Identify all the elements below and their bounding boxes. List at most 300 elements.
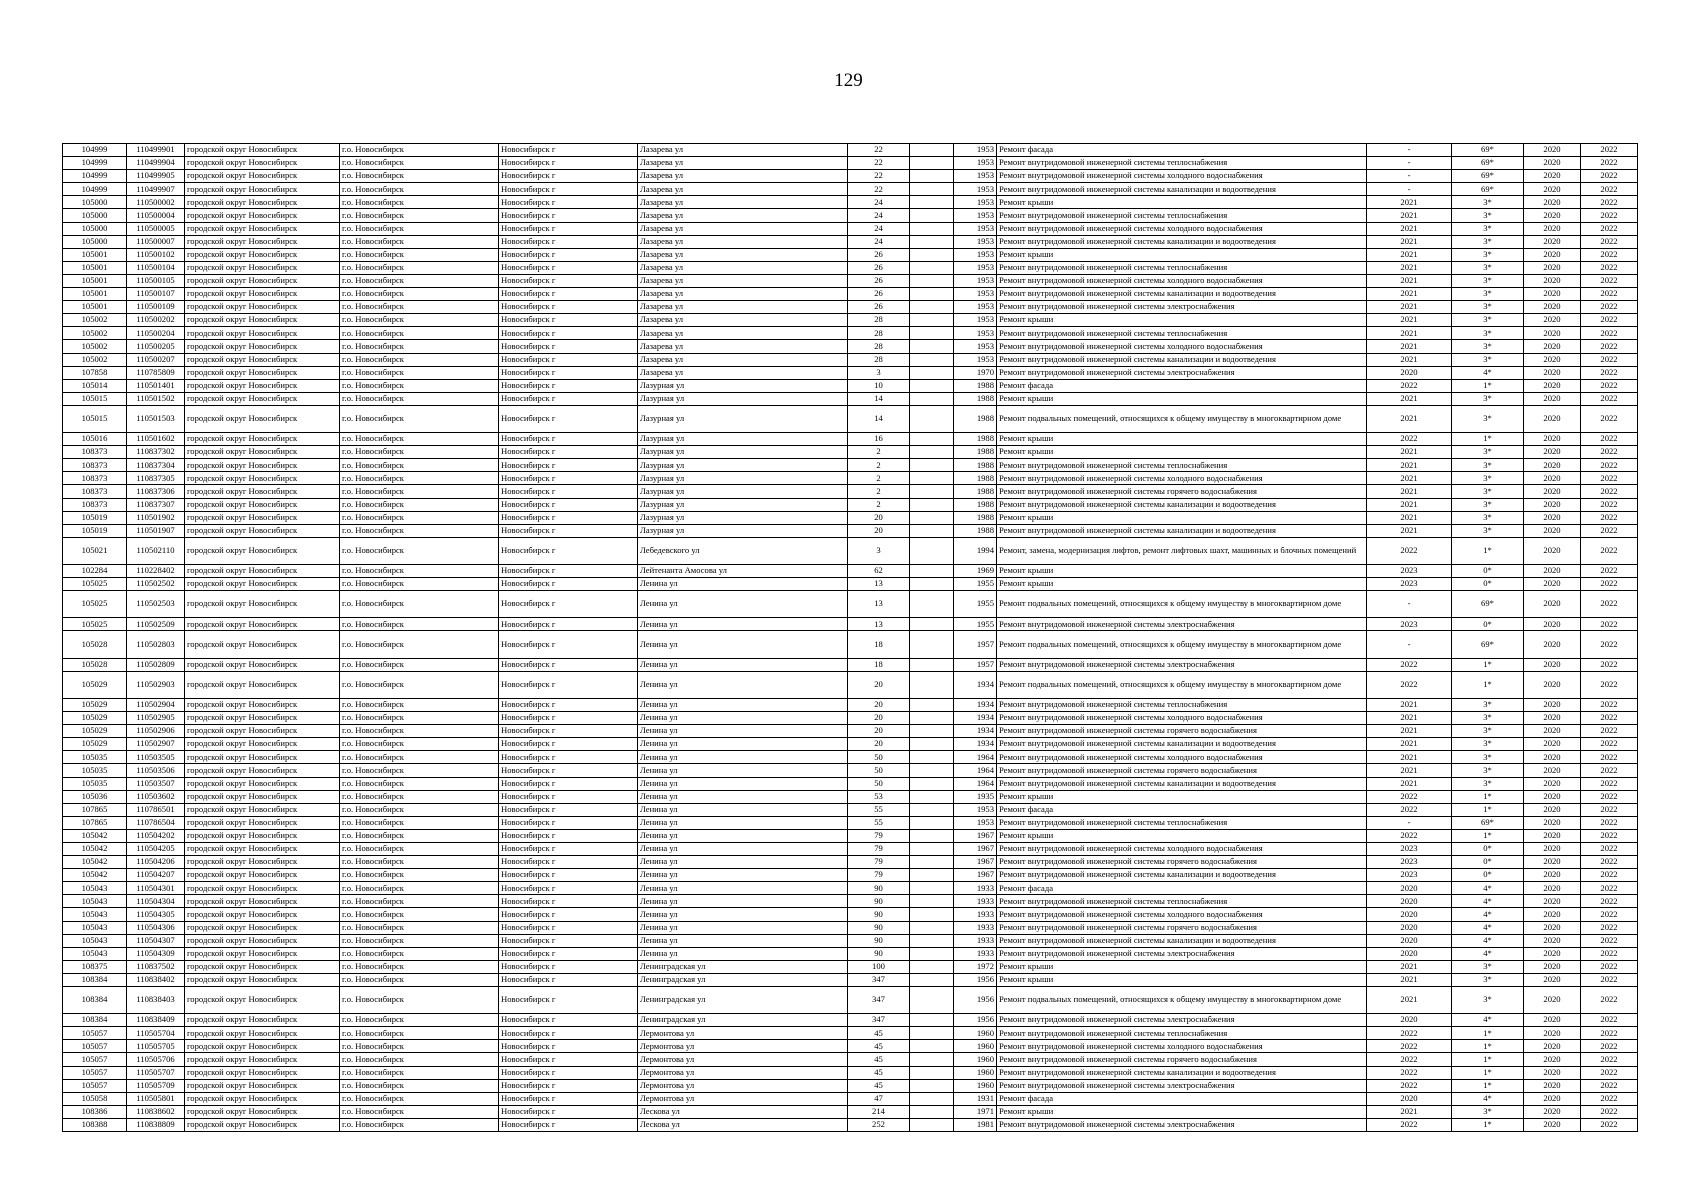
cell-municipality: г.о. Новосибирск [340, 314, 499, 327]
cell-building [910, 803, 954, 816]
cell-year-built: 1970 [954, 366, 997, 379]
cell-municipality: г.о. Новосибирск [340, 170, 499, 183]
table-row [63, 511, 1638, 524]
cell-priority: 1* [1452, 803, 1524, 816]
cell-work-id: 110499907 [127, 183, 185, 196]
cell-period-start: 2020 [1524, 314, 1581, 327]
cell-year-built: 1933 [954, 934, 997, 947]
cell-street: Ленина ул [638, 591, 848, 618]
cell-work-id: 110504307 [127, 934, 185, 947]
cell-municipality: г.о. Новосибирск [340, 472, 499, 485]
cell-priority: 4* [1452, 895, 1524, 908]
cell-planned-year: 2021 [1367, 301, 1452, 314]
cell-house-number: 18 [848, 658, 910, 671]
cell-period-end: 2022 [1581, 725, 1638, 738]
cell-municipality: г.о. Новосибирск [340, 725, 499, 738]
cell-period-end: 2022 [1581, 1079, 1638, 1092]
cell-period-end: 2022 [1581, 934, 1638, 947]
cell-building [910, 1053, 954, 1066]
cell-priority: 1* [1452, 1066, 1524, 1079]
cell-house-number: 90 [848, 934, 910, 947]
cell-house-id: 105057 [63, 1027, 127, 1040]
cell-street: Лазурная ул [638, 498, 848, 511]
cell-work-id: 110504309 [127, 947, 185, 960]
cell-municipality: г.о. Новосибирск [340, 433, 499, 446]
cell-municipal-district: городской округ Новосибирск [185, 537, 340, 564]
cell-planned-year: 2021 [1367, 235, 1452, 248]
cell-street: Лазарева ул [638, 157, 848, 170]
cell-municipality: г.о. Новосибирск [340, 1027, 499, 1040]
cell-house-number: 2 [848, 446, 910, 459]
cell-municipal-district: городской округ Новосибирск [185, 751, 340, 764]
cell-work-id: 110500204 [127, 327, 185, 340]
cell-house-id: 105025 [63, 591, 127, 618]
cell-municipality: г.о. Новосибирск [340, 196, 499, 209]
cell-municipal-district: городской округ Новосибирск [185, 314, 340, 327]
cell-municipal-district: городской округ Новосибирск [185, 301, 340, 314]
table-row [63, 1118, 1638, 1131]
cell-work-type: Ремонт крыши [997, 446, 1367, 459]
cell-street: Ленина ул [638, 947, 848, 960]
cell-period-end: 2022 [1581, 698, 1638, 711]
cell-period-start: 2020 [1524, 209, 1581, 222]
cell-settlement: Новосибирск г [499, 537, 638, 564]
cell-period-start: 2020 [1524, 1066, 1581, 1079]
cell-work-id: 110502803 [127, 631, 185, 658]
table-row [63, 498, 1638, 511]
cell-building [910, 288, 954, 301]
cell-period-end: 2022 [1581, 446, 1638, 459]
cell-house-number: 24 [848, 222, 910, 235]
cell-street: Лазарева ул [638, 196, 848, 209]
cell-priority: 3* [1452, 248, 1524, 261]
table-row [63, 631, 1638, 658]
cell-house-number: 90 [848, 908, 910, 921]
cell-work-id: 110504305 [127, 908, 185, 921]
cell-municipality: г.о. Новосибирск [340, 366, 499, 379]
cell-work-id: 110501502 [127, 392, 185, 405]
cell-period-end: 2022 [1581, 498, 1638, 511]
cell-priority: 1* [1452, 1118, 1524, 1131]
cell-work-id: 110503507 [127, 777, 185, 790]
cell-settlement: Новосибирск г [499, 1053, 638, 1066]
cell-work-type: Ремонт внутридомовой инженерной системы электроснабжения [997, 658, 1367, 671]
cell-street: Ленинградская ул [638, 960, 848, 973]
cell-house-number: 252 [848, 1118, 910, 1131]
cell-house-id: 105043 [63, 921, 127, 934]
cell-building [910, 170, 954, 183]
cell-work-type: Ремонт внутридомовой инженерной системы холодного водоснабжения [997, 472, 1367, 485]
cell-street: Лазурная ул [638, 511, 848, 524]
cell-street: Лазарева ул [638, 353, 848, 366]
cell-work-id: 110500105 [127, 274, 185, 287]
cell-period-end: 2022 [1581, 537, 1638, 564]
cell-priority: 4* [1452, 366, 1524, 379]
cell-year-built: 1956 [954, 987, 997, 1014]
cell-settlement: Новосибирск г [499, 183, 638, 196]
cell-work-type: Ремонт внутридомовой инженерной системы электроснабжения [997, 301, 1367, 314]
cell-planned-year: 2020 [1367, 947, 1452, 960]
cell-priority: 3* [1452, 222, 1524, 235]
cell-work-id: 110504202 [127, 829, 185, 842]
cell-work-id: 110837302 [127, 446, 185, 459]
table-row [63, 712, 1638, 725]
cell-municipal-district: городской округ Новосибирск [185, 459, 340, 472]
cell-work-type: Ремонт внутридомовой инженерной системы теплоснабжения [997, 816, 1367, 829]
cell-building [910, 869, 954, 882]
cell-work-id: 110505707 [127, 1066, 185, 1079]
cell-house-number: 47 [848, 1092, 910, 1105]
cell-work-id: 110505709 [127, 1079, 185, 1092]
cell-building [910, 446, 954, 459]
cell-municipality: г.о. Новосибирск [340, 908, 499, 921]
cell-municipal-district: городской округ Новосибирск [185, 658, 340, 671]
cell-settlement: Новосибирск г [499, 908, 638, 921]
cell-settlement: Новосибирск г [499, 790, 638, 803]
cell-period-end: 2022 [1581, 261, 1638, 274]
cell-work-id: 110505705 [127, 1040, 185, 1053]
cell-street: Ленина ул [638, 751, 848, 764]
cell-municipality: г.о. Новосибирск [340, 591, 499, 618]
cell-municipal-district: городской округ Новосибирск [185, 1105, 340, 1118]
cell-municipality: г.о. Новосибирск [340, 157, 499, 170]
cell-priority: 0* [1452, 578, 1524, 591]
cell-year-built: 1964 [954, 764, 997, 777]
cell-year-built: 1933 [954, 882, 997, 895]
cell-period-end: 2022 [1581, 314, 1638, 327]
table-row [63, 908, 1638, 921]
cell-house-number: 22 [848, 170, 910, 183]
cell-priority: 1* [1452, 1053, 1524, 1066]
cell-year-built: 1955 [954, 591, 997, 618]
cell-year-built: 1960 [954, 1066, 997, 1079]
cell-work-type: Ремонт фасада [997, 882, 1367, 895]
cell-period-end: 2022 [1581, 524, 1638, 537]
cell-year-built: 1964 [954, 751, 997, 764]
cell-planned-year: - [1367, 144, 1452, 157]
cell-work-type: Ремонт внутридомовой инженерной системы холодного водоснабжения [997, 1040, 1367, 1053]
cell-period-start: 2020 [1524, 712, 1581, 725]
cell-year-built: 1953 [954, 235, 997, 248]
cell-municipality: г.о. Новосибирск [340, 340, 499, 353]
cell-priority: 3* [1452, 472, 1524, 485]
cell-municipal-district: городской округ Новосибирск [185, 725, 340, 738]
cell-work-type: Ремонт подвальных помещений, относящихся к общему имуществу в многоквартирном доме [997, 671, 1367, 698]
cell-year-built: 1934 [954, 725, 997, 738]
cell-year-built: 1933 [954, 947, 997, 960]
cell-work-type: Ремонт внутридомовой инженерной системы электроснабжения [997, 618, 1367, 631]
cell-building [910, 1092, 954, 1105]
cell-work-id: 110501401 [127, 379, 185, 392]
cell-settlement: Новосибирск г [499, 631, 638, 658]
cell-period-end: 2022 [1581, 485, 1638, 498]
cell-period-start: 2020 [1524, 869, 1581, 882]
cell-work-type: Ремонт крыши [997, 565, 1367, 578]
cell-house-number: 90 [848, 921, 910, 934]
cell-municipal-district: городской округ Новосибирск [185, 1027, 340, 1040]
cell-settlement: Новосибирск г [499, 472, 638, 485]
table-row [63, 261, 1638, 274]
cell-municipality: г.о. Новосибирск [340, 1092, 499, 1105]
cell-work-type: Ремонт внутридомовой инженерной системы канализации и водоотведения [997, 738, 1367, 751]
cell-period-start: 2020 [1524, 764, 1581, 777]
cell-municipality: г.о. Новосибирск [340, 816, 499, 829]
cell-work-type: Ремонт внутридомовой инженерной системы канализации и водоотведения [997, 498, 1367, 511]
cell-house-number: 3 [848, 366, 910, 379]
cell-house-id: 108373 [63, 459, 127, 472]
cell-building [910, 340, 954, 353]
cell-house-number: 26 [848, 288, 910, 301]
cell-work-type: Ремонт фасада [997, 379, 1367, 392]
cell-year-built: 1953 [954, 314, 997, 327]
cell-planned-year: 2022 [1367, 1079, 1452, 1092]
cell-year-built: 1953 [954, 144, 997, 157]
cell-house-number: 18 [848, 631, 910, 658]
cell-house-number: 26 [848, 274, 910, 287]
cell-building [910, 1118, 954, 1131]
cell-work-type: Ремонт внутридомовой инженерной системы холодного водоснабжения [997, 170, 1367, 183]
cell-planned-year: 2021 [1367, 472, 1452, 485]
cell-house-id: 105057 [63, 1053, 127, 1066]
cell-house-id: 105015 [63, 392, 127, 405]
cell-year-built: 1988 [954, 405, 997, 432]
cell-settlement: Новосибирск г [499, 353, 638, 366]
cell-work-id: 110505704 [127, 1027, 185, 1040]
cell-work-type: Ремонт фасада [997, 144, 1367, 157]
cell-building [910, 1105, 954, 1118]
cell-period-start: 2020 [1524, 934, 1581, 947]
cell-street: Ленинградская ул [638, 973, 848, 986]
cell-street: Лебедевского ул [638, 537, 848, 564]
cell-year-built: 1988 [954, 485, 997, 498]
cell-year-built: 1933 [954, 921, 997, 934]
cell-municipal-district: городской округ Новосибирск [185, 973, 340, 986]
cell-work-id: 110500002 [127, 196, 185, 209]
cell-period-end: 2022 [1581, 973, 1638, 986]
cell-planned-year: - [1367, 631, 1452, 658]
cell-work-type: Ремонт внутридомовой инженерной системы теплоснабжения [997, 698, 1367, 711]
cell-municipal-district: городской округ Новосибирск [185, 196, 340, 209]
cell-house-number: 20 [848, 511, 910, 524]
table-row [63, 738, 1638, 751]
cell-house-number: 79 [848, 829, 910, 842]
cell-house-id: 105002 [63, 340, 127, 353]
cell-period-start: 2020 [1524, 235, 1581, 248]
cell-priority: 1* [1452, 671, 1524, 698]
cell-house-number: 2 [848, 498, 910, 511]
cell-work-id: 110838409 [127, 1014, 185, 1027]
cell-house-number: 26 [848, 248, 910, 261]
cell-planned-year: 2020 [1367, 934, 1452, 947]
cell-priority: 3* [1452, 973, 1524, 986]
cell-work-id: 110502904 [127, 698, 185, 711]
cell-settlement: Новосибирск г [499, 1027, 638, 1040]
cell-municipal-district: городской округ Новосибирск [185, 472, 340, 485]
cell-settlement: Новосибирск г [499, 738, 638, 751]
cell-work-type: Ремонт крыши [997, 433, 1367, 446]
cell-street: Ленина ул [638, 856, 848, 869]
cell-priority: 3* [1452, 698, 1524, 711]
cell-work-type: Ремонт крыши [997, 1105, 1367, 1118]
cell-work-id: 110786501 [127, 803, 185, 816]
cell-municipal-district: городской округ Новосибирск [185, 524, 340, 537]
cell-settlement: Новосибирск г [499, 498, 638, 511]
cell-street: Ленина ул [638, 921, 848, 934]
cell-municipality: г.о. Новосибирск [340, 751, 499, 764]
cell-house-number: 20 [848, 738, 910, 751]
cell-municipal-district: городской округ Новосибирск [185, 803, 340, 816]
table-row [63, 288, 1638, 301]
cell-priority: 3* [1452, 712, 1524, 725]
cell-house-id: 105028 [63, 631, 127, 658]
cell-period-start: 2020 [1524, 921, 1581, 934]
cell-municipality: г.о. Новосибирск [340, 790, 499, 803]
cell-work-id: 110502503 [127, 591, 185, 618]
cell-work-type: Ремонт внутридомовой инженерной системы теплоснабжения [997, 209, 1367, 222]
cell-period-end: 2022 [1581, 1105, 1638, 1118]
page-number: 129 [834, 70, 863, 91]
cell-work-type: Ремонт внутридомовой инженерной системы теплоснабжения [997, 327, 1367, 340]
cell-house-id: 105025 [63, 618, 127, 631]
cell-period-end: 2022 [1581, 327, 1638, 340]
cell-building [910, 764, 954, 777]
table-row [63, 353, 1638, 366]
cell-year-built: 1934 [954, 738, 997, 751]
cell-street: Лермонтова ул [638, 1040, 848, 1053]
cell-municipal-district: городской округ Новосибирск [185, 934, 340, 947]
table-row [63, 764, 1638, 777]
cell-period-start: 2020 [1524, 1092, 1581, 1105]
cell-work-type: Ремонт крыши [997, 829, 1367, 842]
cell-period-end: 2022 [1581, 751, 1638, 764]
cell-settlement: Новосибирск г [499, 751, 638, 764]
cell-building [910, 209, 954, 222]
cell-municipal-district: городской округ Новосибирск [185, 631, 340, 658]
table-row [63, 196, 1638, 209]
cell-municipality: г.о. Новосибирск [340, 658, 499, 671]
cell-work-type: Ремонт подвальных помещений, относящихся к общему имуществу в многоквартирном доме [997, 591, 1367, 618]
cell-municipality: г.о. Новосибирск [340, 537, 499, 564]
table-row [63, 973, 1638, 986]
cell-municipality: г.о. Новосибирск [340, 1066, 499, 1079]
cell-house-number: 20 [848, 671, 910, 698]
cell-planned-year: 2021 [1367, 327, 1452, 340]
cell-house-number: 14 [848, 405, 910, 432]
cell-priority: 3* [1452, 725, 1524, 738]
cell-priority: 69* [1452, 631, 1524, 658]
cell-work-id: 110504304 [127, 895, 185, 908]
cell-period-start: 2020 [1524, 591, 1581, 618]
cell-house-id: 105035 [63, 751, 127, 764]
cell-work-type: Ремонт внутридомовой инженерной системы теплоснабжения [997, 157, 1367, 170]
cell-work-type: Ремонт внутридомовой инженерной системы электроснабжения [997, 1079, 1367, 1092]
cell-municipality: г.о. Новосибирск [340, 222, 499, 235]
table-row [63, 1066, 1638, 1079]
cell-street: Лазарева ул [638, 248, 848, 261]
cell-planned-year: - [1367, 170, 1452, 183]
cell-municipal-district: городской округ Новосибирск [185, 366, 340, 379]
cell-house-number: 2 [848, 472, 910, 485]
cell-period-end: 2022 [1581, 618, 1638, 631]
cell-building [910, 777, 954, 790]
cell-work-type: Ремонт внутридомовой инженерной системы горячего водоснабжения [997, 485, 1367, 498]
cell-period-end: 2022 [1581, 565, 1638, 578]
cell-period-start: 2020 [1524, 829, 1581, 842]
cell-municipality: г.о. Новосибирск [340, 578, 499, 591]
cell-house-number: 20 [848, 524, 910, 537]
cell-settlement: Новосибирск г [499, 1066, 638, 1079]
cell-work-id: 110500109 [127, 301, 185, 314]
cell-priority: 0* [1452, 856, 1524, 869]
table-row [63, 392, 1638, 405]
cell-planned-year: - [1367, 157, 1452, 170]
cell-priority: 3* [1452, 196, 1524, 209]
cell-period-start: 2020 [1524, 816, 1581, 829]
table-row [63, 366, 1638, 379]
cell-year-built: 1960 [954, 1027, 997, 1040]
cell-period-end: 2022 [1581, 405, 1638, 432]
cell-municipal-district: городской округ Новосибирск [185, 882, 340, 895]
cell-municipal-district: городской округ Новосибирск [185, 790, 340, 803]
cell-priority: 3* [1452, 209, 1524, 222]
cell-municipal-district: городской округ Новосибирск [185, 869, 340, 882]
cell-building [910, 882, 954, 895]
cell-house-id: 108373 [63, 498, 127, 511]
cell-priority: 0* [1452, 618, 1524, 631]
cell-priority: 1* [1452, 537, 1524, 564]
cell-period-start: 2020 [1524, 1014, 1581, 1027]
cell-street: Лазарева ул [638, 261, 848, 274]
cell-house-id: 108373 [63, 485, 127, 498]
cell-municipal-district: городской округ Новосибирск [185, 565, 340, 578]
cell-period-end: 2022 [1581, 671, 1638, 698]
cell-house-number: 26 [848, 261, 910, 274]
cell-municipality: г.о. Новосибирск [340, 1079, 499, 1092]
cell-work-id: 110837306 [127, 485, 185, 498]
cell-house-number: 26 [848, 301, 910, 314]
cell-period-start: 2020 [1524, 908, 1581, 921]
cell-house-id: 108373 [63, 472, 127, 485]
cell-house-number: 20 [848, 712, 910, 725]
cell-building [910, 353, 954, 366]
table-row [63, 485, 1638, 498]
cell-planned-year: 2022 [1367, 1118, 1452, 1131]
cell-building [910, 960, 954, 973]
cell-street: Ленина ул [638, 842, 848, 855]
cell-house-id: 104999 [63, 170, 127, 183]
cell-street: Лазурная ул [638, 459, 848, 472]
cell-work-type: Ремонт крыши [997, 578, 1367, 591]
cell-work-type: Ремонт внутридомовой инженерной системы горячего водоснабжения [997, 856, 1367, 869]
cell-municipality: г.о. Новосибирск [340, 921, 499, 934]
cell-year-built: 1988 [954, 498, 997, 511]
cell-settlement: Новосибирск г [499, 1092, 638, 1105]
cell-building [910, 511, 954, 524]
cell-priority: 3* [1452, 987, 1524, 1014]
cell-municipal-district: городской округ Новосибирск [185, 1118, 340, 1131]
table-row [63, 856, 1638, 869]
cell-year-built: 1955 [954, 578, 997, 591]
cell-work-type: Ремонт крыши [997, 314, 1367, 327]
cell-year-built: 1955 [954, 618, 997, 631]
cell-municipality: г.о. Новосибирск [340, 829, 499, 842]
cell-work-id: 110503505 [127, 751, 185, 764]
cell-priority: 4* [1452, 947, 1524, 960]
cell-work-type: Ремонт внутридомовой инженерной системы канализации и водоотведения [997, 353, 1367, 366]
cell-period-start: 2020 [1524, 157, 1581, 170]
cell-house-number: 28 [848, 314, 910, 327]
cell-priority: 3* [1452, 327, 1524, 340]
